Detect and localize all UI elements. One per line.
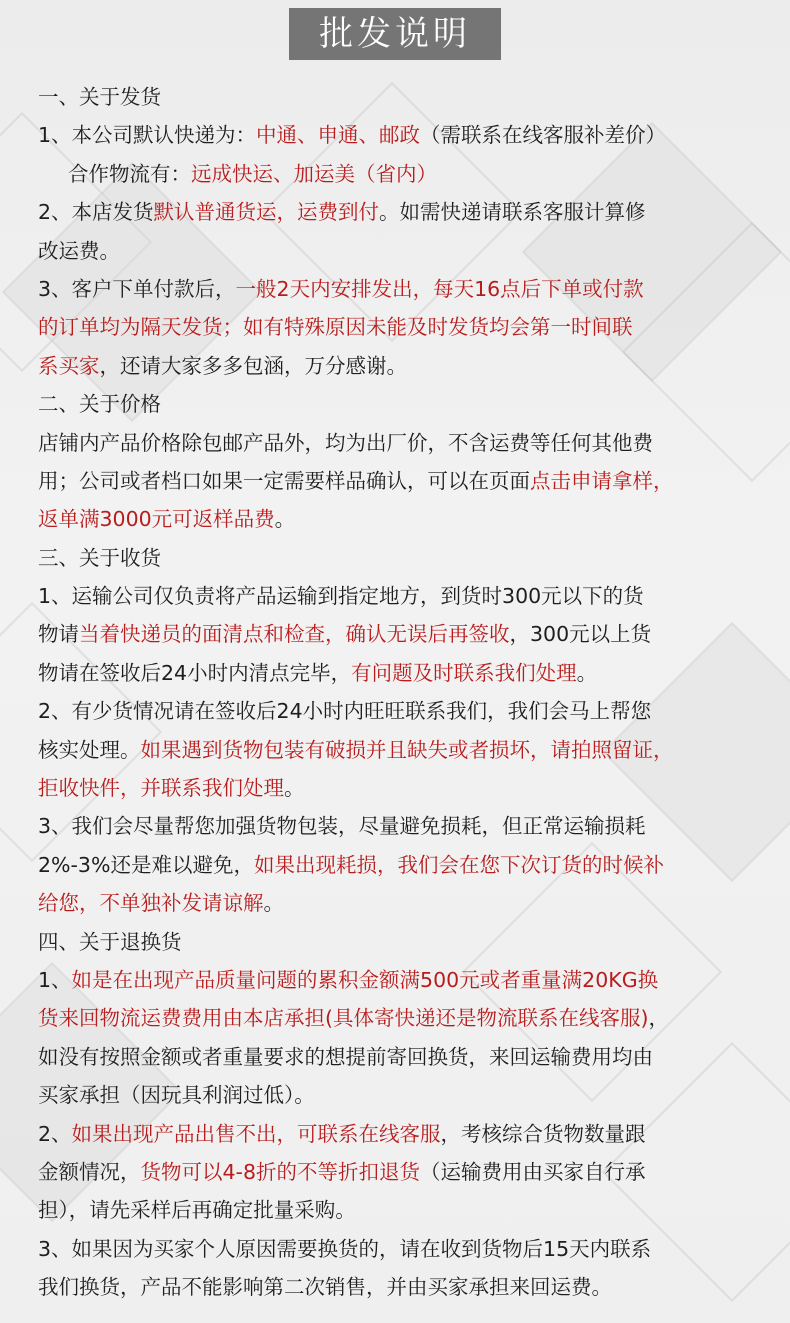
text-line bbox=[38, 78, 768, 116]
body-text: 一、关于发货 bbox=[38, 85, 161, 109]
body-text: 3、客户下单付款后， bbox=[38, 276, 236, 301]
body-text: ，300元以上货 bbox=[509, 622, 652, 647]
text-line bbox=[38, 731, 768, 769]
body-text: 我们换货，产品不能影响第二次销售，并由买家承担来回运费。 bbox=[38, 1275, 612, 1300]
body-text: 3、我们会尽量帮您加强货物包装，尽量避免损耗，但正常运输损耗 bbox=[38, 814, 646, 839]
text-line bbox=[38, 1230, 768, 1268]
body-text: 如没有按照金额或者重量要求的想提前寄回换货，来回运输费用均由 bbox=[38, 1044, 653, 1069]
title-bar bbox=[0, 8, 790, 60]
page-title: 批发说明 bbox=[289, 8, 501, 60]
wholesale-notes bbox=[38, 78, 768, 1307]
body-text: 2、本店发货 bbox=[38, 200, 154, 225]
text-line bbox=[38, 1268, 768, 1306]
body-text: 2%-3%还是难以避免， bbox=[38, 852, 254, 877]
body-text: 3、如果因为买家个人原因需要换货的，请在收到货物后15天内联系 bbox=[38, 1236, 652, 1261]
highlight-text: 远成快运、加运美（省内） bbox=[191, 161, 437, 186]
body-text: 担），请先采样后再确定批量采购。 bbox=[38, 1198, 356, 1223]
text-line bbox=[38, 308, 768, 346]
body-text: 三、关于收货 bbox=[38, 545, 161, 570]
body-text: 买家承担（因玩具利润过低）。 bbox=[38, 1083, 315, 1108]
text-line bbox=[38, 500, 768, 538]
body-text: 二、关于价格 bbox=[38, 392, 161, 417]
text-line bbox=[38, 270, 768, 308]
text-line bbox=[38, 539, 768, 577]
text-line bbox=[38, 961, 768, 999]
body-text: ，还请大家多多包涵，万分感谢。 bbox=[99, 353, 407, 378]
body-text: 1、本公司默认快递为： bbox=[38, 123, 257, 148]
highlight-text: 有问题及时联系我们处理 bbox=[351, 660, 577, 685]
highlight-text: 如果出现耗损，我们会在您下次订货的时候补 bbox=[253, 852, 664, 877]
text-line bbox=[38, 116, 768, 154]
text-line bbox=[38, 1076, 768, 1114]
body-text: 物请在签收后24小时内清点完毕， bbox=[38, 660, 352, 685]
text-line bbox=[38, 385, 768, 423]
text-line bbox=[38, 1191, 768, 1229]
body-text: 。 bbox=[284, 776, 305, 801]
text-line bbox=[38, 846, 768, 884]
text-line bbox=[38, 1153, 768, 1191]
highlight-text: 给您，不单独补发请谅解 bbox=[38, 891, 264, 916]
text-line bbox=[38, 807, 768, 845]
body-text: 1、 bbox=[38, 967, 72, 992]
text-line bbox=[38, 999, 768, 1037]
highlight-text: 拒收快件，并联系我们处理 bbox=[38, 776, 284, 801]
body-text: 用；公司或者档口如果一定需要样品确认，可以在页面 bbox=[38, 468, 530, 493]
highlight-text: 如是在出现产品质量问题的累积金额满500元或者重量满20KG换 bbox=[71, 967, 659, 992]
body-text: 1、运输公司仅负责将产品运输到指定地方，到货时300元以下的货 bbox=[38, 584, 644, 609]
body-text: 。 bbox=[263, 891, 284, 916]
text-line bbox=[38, 577, 768, 615]
highlight-text: 中通、申通、邮政 bbox=[256, 123, 421, 148]
text-line bbox=[38, 769, 768, 807]
body-text: 物请 bbox=[38, 622, 79, 647]
highlight-text: 货物可以4-8折的不等折扣退货 bbox=[140, 1159, 420, 1184]
body-text: ， bbox=[648, 1006, 669, 1031]
text-line bbox=[38, 232, 768, 270]
text-line bbox=[38, 347, 768, 385]
body-text: 四、关于退换货 bbox=[38, 929, 182, 954]
highlight-text: 如果遇到货物包装有破损并且缺失或者损坏，请拍照留证， bbox=[140, 737, 674, 762]
body-text: 2、有少货情况请在签收后24小时内旺旺联系我们，我们会马上帮您 bbox=[38, 699, 652, 724]
text-line bbox=[38, 692, 768, 730]
text-line bbox=[38, 462, 768, 500]
body-text: 金额情况， bbox=[38, 1159, 141, 1184]
highlight-text: 如果出现产品出售不出，可联系在线客服 bbox=[71, 1121, 441, 1146]
text-line bbox=[38, 1038, 768, 1076]
text-line bbox=[38, 615, 768, 653]
highlight-text: 返单满3000元可返样品费 bbox=[38, 507, 275, 532]
body-text: ，考核综合货物数量跟 bbox=[440, 1121, 646, 1146]
text-line bbox=[38, 884, 768, 922]
text-line bbox=[38, 424, 768, 462]
body-text: 。 bbox=[576, 660, 598, 685]
body-text: 2、 bbox=[38, 1121, 72, 1146]
highlight-text: 货来回物流运费费用由本店承担(具体寄快递还是物流联系在线客服) bbox=[38, 1006, 649, 1031]
body-text: 。 bbox=[274, 507, 296, 532]
body-text: 店铺内产品价格除包邮产品外，均为出厂价，不含运费等任何其他费 bbox=[38, 430, 653, 455]
body-text: 核实处理。 bbox=[38, 737, 141, 762]
highlight-text: 一般2天内安排发出，每天16点后下单或付款 bbox=[235, 276, 644, 301]
text-line bbox=[38, 193, 768, 231]
highlight-text: 当着快递员的面清点和检查，确认无误后再签收 bbox=[79, 622, 510, 647]
body-text: 改运费。 bbox=[38, 238, 120, 263]
body-text: 。如需快递请联系客服计算修 bbox=[379, 200, 646, 225]
highlight-text: 点击申请拿样， bbox=[530, 468, 674, 493]
highlight-text: 系买家 bbox=[38, 353, 100, 378]
body-text: 合作物流有： bbox=[68, 161, 191, 186]
highlight-text: 默认普通货运，运费到付 bbox=[153, 200, 380, 225]
text-line bbox=[38, 923, 768, 961]
highlight-text: 的订单均为隔天发货；如有特殊原因未能及时发货均会第一时间联 bbox=[38, 315, 633, 340]
text-line bbox=[38, 654, 768, 692]
text-line bbox=[38, 155, 768, 193]
body-text: （需联系在线客服补差价） bbox=[420, 123, 667, 148]
text-line bbox=[38, 1115, 768, 1153]
body-text: （运输费用由买家自行承 bbox=[419, 1159, 646, 1184]
